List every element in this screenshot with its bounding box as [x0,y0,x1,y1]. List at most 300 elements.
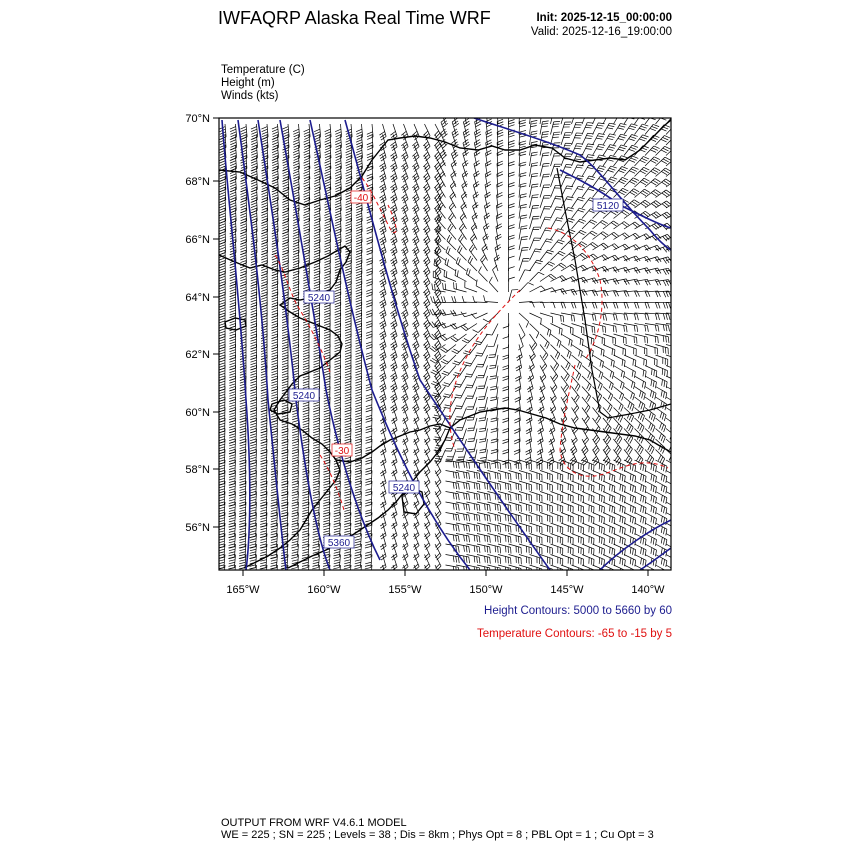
wind-barb [313,366,319,381]
field-winds: Winds (kts) [221,90,279,102]
wind-barb [313,450,320,465]
wind-barb [477,544,490,553]
wind-barb [666,481,677,494]
wind-barb [475,345,487,357]
wind-barb [479,439,487,453]
wind-barb [229,408,235,423]
wind-barb [503,418,509,433]
wind-barb [540,110,549,124]
coastlines [219,120,671,568]
wind-barb [292,429,298,444]
wind-barb [239,439,246,454]
wind-barb [666,513,677,526]
wind-barb [282,250,288,265]
wind-barb [656,492,667,504]
wind-barb [282,397,288,412]
wind-barb [324,324,330,339]
wind-barb [509,204,515,219]
wind-barb [572,302,587,308]
wind-barb [503,355,509,370]
wind-barb [593,313,607,321]
wind-barb [324,334,330,349]
wind-barb [260,492,267,507]
wind-barb [540,324,551,337]
lat-tick-label: 56°N [185,522,210,534]
temperature-label: -40 [353,193,369,204]
wind-barb [509,256,515,271]
wind-barb [240,429,246,444]
wind-barb [366,303,372,318]
wind-barb [219,271,225,286]
wind-barb [271,387,277,402]
wind-barb [229,355,235,370]
wind-barb [219,313,225,328]
wind-barb [509,267,515,282]
wind-barb [551,324,563,336]
height-label: 5240 [392,483,416,494]
wind-barb [314,250,320,265]
wind-barb [302,492,309,507]
wind-barb [324,429,330,444]
wind-barb [509,141,515,156]
wind-barb [477,555,490,564]
wind-barb [272,313,278,328]
wind-barb [271,366,277,381]
wind-barb [229,481,236,496]
wind-barb [324,240,330,255]
wind-barb [260,481,267,496]
lon-tick-label: 140°W [631,584,665,596]
wind-barb [230,303,236,318]
wind-barb [666,324,680,332]
wind-barb [603,366,614,379]
wind-barb [614,355,626,367]
wind-barb [540,345,548,361]
wind-barb [219,324,225,339]
wind-barb [456,513,470,522]
wind-barb [509,193,515,208]
wind-barb [345,418,351,433]
wind-barbs [218,108,682,581]
wind-barb [614,513,626,525]
wind-barb [250,481,257,496]
wind-barb [345,376,351,391]
wind-barb [582,302,597,308]
wind-barb [240,408,246,423]
wind-barb [345,408,351,423]
wind-barb [477,492,490,501]
lon-tick-label: 155°W [388,584,422,596]
wind-barb [365,439,372,454]
wind-barb [656,481,667,493]
wind-barb [461,312,477,317]
wind-barb [551,207,563,219]
wind-barb [540,288,556,293]
wind-barb [260,439,267,454]
wind-barb [250,418,256,433]
wind-barb [261,397,267,412]
wind-barb [219,355,225,370]
wind-barb [239,481,246,496]
lon-tick-label: 160°W [307,584,341,596]
wind-barb [467,492,480,501]
wind-barb [624,513,636,525]
wind-barb [490,376,498,390]
wind-barb [303,334,309,349]
wind-barb [509,235,515,250]
wind-barb [240,250,246,265]
wind-barb [366,418,372,433]
wind-barb [530,152,538,166]
wind-barb [561,302,576,308]
wind-barb [666,555,677,568]
init-time: Init: 2025-12-15_00:00:00 [536,12,672,24]
wind-barb [488,334,498,346]
wind-barb [530,238,541,250]
wind-barb [572,186,585,197]
wind-barb [603,523,615,535]
wind-barb [355,397,361,412]
wind-barb [666,534,677,547]
wind-barb [666,376,678,388]
wind-barb [666,471,677,484]
wind-barb [229,366,235,381]
wind-barb [635,302,650,308]
wind-barb [519,313,529,328]
wind-barb [645,481,657,493]
lat-tick-label: 58°N [185,464,210,476]
wind-barb [464,355,477,366]
wind-barb [345,429,351,444]
wind-barb [603,355,614,367]
wind-barb [271,492,278,507]
wind-barb [292,492,299,507]
wind-barb [260,460,267,475]
wind-barb [645,387,656,400]
wind-barb [656,268,672,275]
wind-barb [250,460,257,475]
wind-barb [250,366,256,381]
wind-barb [656,502,667,514]
wind-barb [355,408,361,423]
height-contour [307,120,470,570]
wind-barb [488,544,501,553]
wind-barb [530,302,545,308]
lat-tick-label: 60°N [185,407,210,419]
wind-barb [635,523,647,535]
wind-barb [572,313,586,321]
wind-barb [509,109,515,124]
wind-barb [635,324,649,332]
wind-barb [230,292,236,307]
wind-barb [356,261,362,276]
wind-barb [540,121,549,135]
wind-barb [456,460,470,469]
wind-barb [456,492,470,501]
wind-barb [656,565,667,577]
wind-barb [292,439,299,454]
wind-barb [324,408,330,423]
wind-barb [516,355,522,371]
wind-barb [261,292,267,307]
wind-barb [219,376,225,391]
wind-barb [551,302,566,308]
wind-barb [519,259,529,271]
wind-barb [355,355,361,370]
wind-barb [250,408,256,423]
wind-barb [656,302,671,308]
wind-barb [666,502,677,515]
wind-barb [530,249,542,261]
wind-barb [624,460,636,472]
wind-barb [240,303,246,318]
wind-barb [229,471,236,486]
wind-barb [446,502,460,511]
wind-barb [635,555,647,567]
wind-barb [474,334,487,345]
wind-barb [645,376,656,388]
wind-barb [593,334,605,345]
wind-barb [603,502,615,514]
wind-barb [624,523,636,535]
wind-barb [458,234,466,250]
wind-barb [603,302,618,308]
wind-barb [603,481,615,493]
wind-barb [603,123,616,134]
wind-barb [260,450,267,465]
temperature-label: -30 [334,446,350,457]
wind-barb [572,165,584,177]
wind-barb [490,366,498,380]
wind-barb [509,246,515,261]
wind-barb [645,471,657,483]
wind-barb [645,460,657,472]
wind-barb [614,492,626,504]
wind-barb [551,263,567,271]
wind-barb [455,269,467,281]
wind-barb [483,234,489,250]
wind-barb [593,345,605,357]
field-temperature: Temperature (C) [221,64,305,76]
wind-barb [444,270,456,281]
wind-barb [603,345,615,356]
wind-barb [365,450,372,465]
wind-barb [656,387,667,400]
wind-barb [261,429,267,444]
wind-barb [251,334,257,349]
wind-barb [465,366,477,378]
wind-barb [250,397,256,412]
wind-barb [572,133,583,145]
wind-barb [356,271,362,286]
wind-barb [519,270,531,282]
wind-barb [635,502,647,514]
wind-barb [519,204,527,218]
wind-barb [334,387,340,402]
wind-barb [530,173,539,187]
wind-barb [446,565,460,574]
wind-barb [251,313,257,328]
wind-barb [282,376,288,391]
wind-barb [450,323,466,329]
wind-barb [251,324,257,339]
wind-barb [614,123,627,134]
wind-barb [219,397,225,412]
wind-barb [488,555,501,564]
wind-barb [645,534,657,546]
wind-barb [271,418,277,433]
wind-barb [355,376,361,391]
wind-barb [603,145,616,156]
wind-barb [624,324,638,332]
wind-barb [446,555,460,564]
wind-barb [509,183,515,198]
wind-barb [271,376,277,391]
wind-barb [656,555,667,567]
wind-barb [366,292,372,307]
wind-barb [240,418,246,433]
wind-barb [334,355,340,370]
wind-barb [334,397,340,412]
wind-barb [240,261,246,276]
wind-barb [561,207,574,218]
wind-barb [272,324,278,339]
wind-barb [219,387,225,402]
wind-barb [614,502,626,514]
wind-barb [467,534,480,543]
footer-model: OUTPUT FROM WRF V4.6.1 MODEL [221,817,407,829]
wind-barb [561,277,577,283]
lon-tick-label: 165°W [226,584,260,596]
wind-barb [467,555,480,564]
wind-barb [335,313,341,328]
wind-barb [356,250,362,265]
wind-barb [666,523,677,536]
wind-barb [488,523,501,532]
wind-barb [366,261,372,276]
wind-barb [324,313,330,328]
wind-barb [271,345,277,360]
wind-barb [645,502,657,514]
wind-barb [250,471,257,486]
wind-barb [666,387,677,399]
wind-barb [561,334,572,347]
wind-barb [345,397,351,412]
wind-barb [366,345,372,360]
wind-barb [446,471,460,480]
wind-barb [635,481,647,493]
wind-barb [292,471,299,486]
wind-barb [582,133,594,145]
wind-barb [635,376,646,389]
wind-barb [645,565,657,577]
island [270,400,292,414]
wind-barb [272,303,278,318]
wind-barb [219,345,225,360]
height-label: 5240 [307,293,331,304]
wind-barb [293,324,299,339]
wind-barb [456,523,470,532]
wind-barb [219,261,225,276]
wind-barb [645,366,657,378]
wind-barb [519,194,527,208]
wind-barb [488,534,501,543]
wind-barb [251,271,257,286]
wind-barb [303,345,309,360]
wind-barb [250,387,256,402]
wind-barb [260,471,267,486]
wind-barb [467,481,480,490]
wind-barb [282,429,288,444]
wind-barb [530,260,543,271]
wind-barb [230,334,236,349]
wind-barb [313,471,320,486]
wind-barb [656,471,667,483]
wind-barb [614,523,626,535]
wind-barb [666,492,677,505]
wind-barb [466,376,477,388]
wind-barb [229,429,235,444]
wind-barb [293,240,299,255]
wind-barb [582,144,594,156]
wind-barb [614,565,626,577]
wind-barb [614,481,626,493]
wind-barb [614,534,626,546]
wind-barb [480,255,487,271]
field-height: Height (m) [221,77,275,89]
wind-barb [345,324,351,339]
wind-barb [240,271,246,286]
temperature-legend: Temperature Contours: -65 to -15 by 5 [477,628,672,640]
wind-barb [324,271,330,286]
wind-barb [451,334,467,342]
wind-barb [624,555,636,567]
wind-barb [603,513,615,525]
wind-barb [313,481,320,496]
wind-barb [503,376,509,391]
wind-barb [240,282,246,297]
wind-barb [486,324,498,336]
wind-barb [281,481,288,496]
wind-barb [645,544,657,556]
wind-barb [490,387,498,401]
wind-barb [282,366,288,381]
wind-barb [593,123,605,135]
wind-barb [666,366,678,377]
wind-barb [313,418,319,433]
wind-barb [656,460,667,472]
wind-barb [645,513,657,525]
wind-barb [614,324,628,333]
wind-barb [656,324,670,332]
wind-barb [239,471,246,486]
wind-barb [503,334,509,349]
wind-barb [503,366,509,381]
wind-barb [229,460,236,475]
wind-barb [334,492,341,507]
wind-barb [355,439,362,454]
wind-barb [261,418,267,433]
wind-barb [272,261,278,276]
wind-barb [250,429,256,444]
wind-barb [229,439,236,454]
wind-barb [467,523,480,532]
wind-barb [445,258,456,271]
lon-tick-label: 145°W [550,584,584,596]
wind-barb [645,302,660,308]
wind-barb [345,355,351,370]
wind-barb [593,144,606,155]
